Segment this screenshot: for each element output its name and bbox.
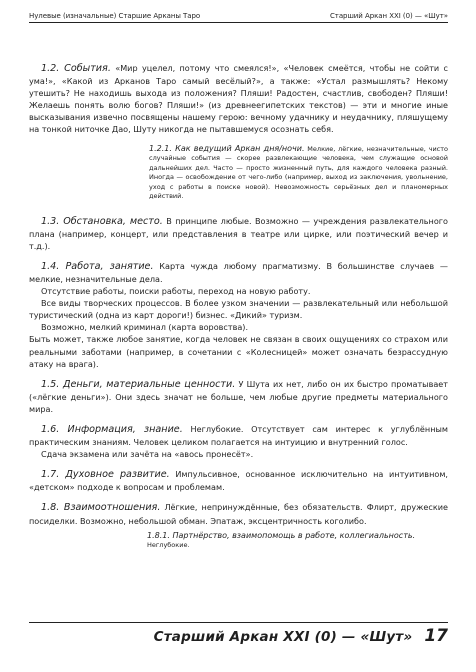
section-text: Карта чужда любому прагматизму. В большинстве случаев — мелкие, незначительные дела. <box>29 260 448 284</box>
section-work <box>29 260 448 370</box>
subsection-leading-arcana <box>149 144 448 202</box>
section-text: В принципе любые. Возможно — учреждения развлекательного плана (например, концерт, или представления в театре или цирке, или поэтический вечер и т.д.). <box>29 215 449 251</box>
section-heading: 1.5. Деньги, материальные ценности. <box>41 378 236 390</box>
subsection-partnership <box>147 531 448 551</box>
page-body <box>29 62 448 551</box>
page-number: 17 <box>424 626 448 646</box>
section-text: «Мир уцелел, потому что смеялся!», «Человек смеётся, чтобы не сойти с ума!», «Какой из Арканов Таро самый весёлый?», а также: «Устал размышлять? Некому утешить? Не находишь выхода из положения? Пляши! Радостен, счастлив, свободен? Пляши! Желаешь понять волю богов? Пляши!» (из древнеегипетских текстов) — эти и многие иные высказывания извечно посвящены нашему герою: вечному удачнику и неудачнику, пляшущему на тонкой ниточке Дао, Шуту никогда не пытавшемуся осознать себя. <box>29 63 448 135</box>
running-header-left: Нулевые (изначальные) Старшие Арканы Таро <box>29 12 201 20</box>
section-events <box>29 62 448 136</box>
section-text: У Шута их нет, либо он их быстро проматывает («лёгкие деньги»). Они здесь значат не больше, чем любые другие предметы материального мира. <box>29 378 448 414</box>
paragraph: Отсутствие работы, поиски работы, переход на новую работу. <box>41 286 311 297</box>
paragraph: Все виды творческих процессов. В более узком значении — развлекательный или небольшой туристический (одна из карт дороги!) бизнес. «Дикий» туризм. <box>29 298 448 321</box>
header-rule <box>29 22 448 23</box>
section-heading: 1.3. Обстановка, место. <box>41 215 163 227</box>
section-money <box>29 378 448 415</box>
subsection-text: Неглубокие. <box>147 541 190 550</box>
section-spiritual <box>29 468 448 493</box>
subsection-text: Мелкие, лёгкие, незначительные, чисто случайные события — скорее развлекающие человека, чем служащие основой дальнейших дел. Часто — просто жизненный путь, для каждого человека разный. Иногда — освобождение от чего-либо (например, выход из заключения, увольнение, уход с работы в поиске новой). Невозможность серьёзных дел и планомерных действий. <box>149 144 448 201</box>
paragraph: Возможно, мелкий криминал (карта воровства). <box>41 322 249 333</box>
page-footer <box>29 622 448 646</box>
section-relationships <box>29 501 448 526</box>
footer-title: Старший Аркан XXI (0) — «Шут» <box>153 629 413 645</box>
section-text: Импульсивное, основанное исключительно на интуитивном, «детском» подходе к вопросам и проблемам. <box>29 469 448 493</box>
section-text: Неглубокие. Отсутствует сам интерес к углублённым практическим знаниям. Человек целиком полагается на интуицию и внутренний голос. <box>29 423 448 448</box>
section-setting <box>29 215 448 252</box>
section-information <box>29 423 448 460</box>
section-heading: 1.2. События. <box>41 63 111 74</box>
running-header-right: Старший Аркан XXI (0) — «Шут» <box>329 12 448 20</box>
section-heading: 1.8. Взаимоотношения. <box>41 502 161 514</box>
subsection-heading: 1.2.1. Как ведущий Аркан дня/ночи. <box>149 143 305 153</box>
paragraph: Быть может, также любое занятие, когда человек не связан в своих ощущениях со страхом или реальными заботами (например, в сочетании с «Колесницей» может означать безрассудную атаку на врага). <box>29 334 448 369</box>
subsection-heading: 1.8.1. Партнёрство, взаимопомощь в работе, коллегиальность. <box>147 530 416 540</box>
section-heading: 1.7. Духовное развитие. <box>41 469 170 481</box>
section-heading: 1.4. Работа, занятие. <box>41 260 154 272</box>
running-header <box>29 12 448 20</box>
section-text: Лёгкие, непринуждённые, без обязательств. Флирт, дружеские посиделки. Возможно, небольшой обман. Эпатаж, эксцентричность коголибо. <box>29 502 448 526</box>
section-heading: 1.6. Информация, знание. <box>41 423 183 435</box>
paragraph: Сдача экзамена или зачёта на «авось пронесёт». <box>41 449 254 460</box>
